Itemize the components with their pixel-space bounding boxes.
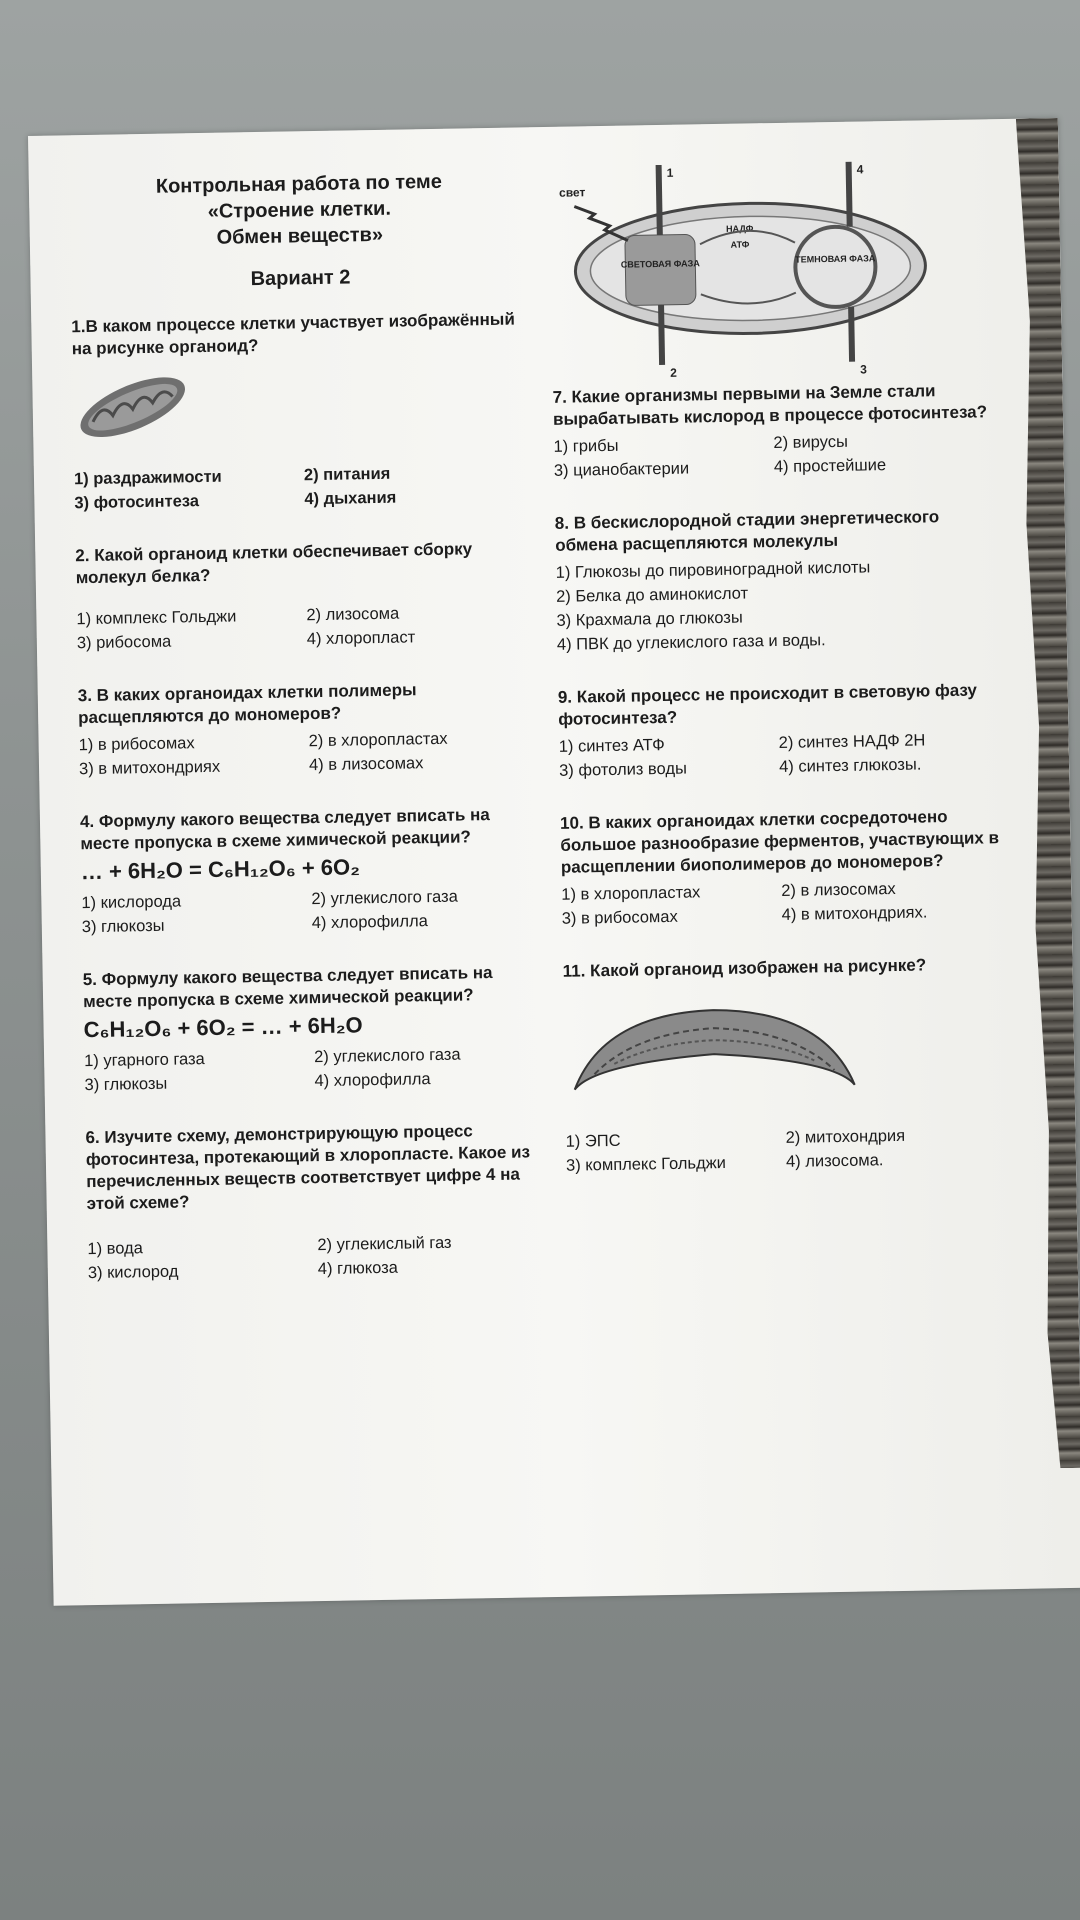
test-sheet bbox=[28, 118, 1080, 1606]
question-text: 9. Какой процесс не происходит в световую фазу фотосинтеза? bbox=[557, 680, 978, 729]
number-4: 4 bbox=[856, 162, 864, 177]
option-2: 2) углекислого газа bbox=[313, 1045, 461, 1067]
question-7 bbox=[552, 379, 994, 483]
left-column bbox=[69, 167, 549, 1315]
arrow-4 bbox=[849, 162, 850, 227]
number-1: 1 bbox=[666, 165, 674, 180]
question-text: 7. Какие организмы первыми на Земле стали вырабатывать кислород в процессе фотосинтеза? bbox=[552, 381, 988, 429]
option-2: 2) углекислый газ bbox=[317, 1233, 452, 1255]
option-3: 3) фотолиз воды bbox=[559, 759, 688, 780]
question-9 bbox=[558, 679, 1000, 783]
light-label: свет bbox=[558, 185, 586, 200]
option-1: 1) в хлоропластах bbox=[561, 883, 701, 904]
light-phase-label: СВЕТОВАЯ ФАЗА bbox=[620, 258, 700, 270]
option-1: 1) в рибосомах bbox=[78, 734, 195, 755]
question-8 bbox=[555, 505, 997, 657]
question-text: 10. В каких органоидах клетки сосредоточено большое разнообразие ферментов, участвующих в расщеплении биополимеров до мономеров? bbox=[559, 807, 1000, 877]
option-1: 1) кислорода bbox=[81, 892, 182, 913]
question-text: 1.В каком процессе клетки участвует изображённый на рисунке органоид? bbox=[71, 309, 515, 359]
er-image bbox=[563, 987, 1005, 1110]
option-1: 1) раздражимости bbox=[73, 467, 222, 489]
chloroplast-diagram bbox=[549, 159, 993, 387]
option-4: 4) хлоропласт bbox=[306, 628, 416, 649]
option-2: 2) вирусы bbox=[773, 432, 849, 453]
option-3: 3) цианобактерии bbox=[553, 459, 690, 480]
option-2: 2) Белка до аминокислот bbox=[555, 584, 749, 606]
option-3: 3) в рибосомах bbox=[561, 907, 678, 928]
question-text: 8. В бескислородной стадии энергетического обмена расщепляются молекулы bbox=[554, 507, 940, 555]
option-3: 3) глюкозы bbox=[81, 916, 165, 937]
mitochondrion-image bbox=[72, 364, 533, 447]
option-1: 1) синтез АТФ bbox=[558, 735, 665, 756]
question-2 bbox=[75, 537, 537, 655]
arrow-1 bbox=[659, 165, 660, 235]
right-column bbox=[549, 159, 1007, 1208]
option-1: 1) вода bbox=[87, 1239, 144, 1259]
option-4: 4) дыхания bbox=[304, 488, 397, 509]
option-1: 1) ЭПС bbox=[565, 1131, 621, 1151]
question-text: 5. Формулу какого вещества следует вписать на месте пропуска в схеме химической реакции? bbox=[82, 963, 493, 1012]
atf-label: АТФ bbox=[730, 239, 750, 250]
option-2: 2) митохондрия bbox=[785, 1126, 906, 1147]
question-4 bbox=[80, 803, 542, 939]
question-3 bbox=[78, 677, 540, 781]
question-text: 6. Изучите схему, демонстрирующую процесс фотосинтеза, протекающий в хлоропласте. Какое из перечисленных веществ соответствует цифре 4 на этой схеме? bbox=[85, 1121, 531, 1214]
arrow-3 bbox=[851, 307, 852, 362]
option-4: 4) хлорофилла bbox=[314, 1070, 431, 1091]
option-3: 3) глюкозы bbox=[84, 1074, 168, 1095]
option-2: 2) в лизосомах bbox=[781, 879, 896, 900]
question-1 bbox=[71, 308, 534, 515]
option-4: 4) в митохондриях. bbox=[781, 903, 928, 924]
option-1: 1) Глюкозы до пировиноградной кислоты bbox=[555, 558, 871, 582]
option-2: 2) лизосома bbox=[306, 604, 400, 625]
question-text: 2. Какой органоид клетки обеспечивает сборку молекул белка? bbox=[75, 539, 473, 588]
question-10 bbox=[560, 805, 1002, 931]
number-2: 2 bbox=[670, 365, 678, 380]
option-4: 4) в лизосомах bbox=[308, 754, 424, 775]
option-1: 1) угарного газа bbox=[83, 1050, 205, 1071]
nadf-label: НАДФ bbox=[725, 223, 754, 234]
option-3: 3) фотосинтеза bbox=[74, 492, 200, 513]
title-line-1: Контрольная работа по теме bbox=[155, 170, 443, 198]
option-4: 4) хлорофилла bbox=[311, 912, 428, 933]
option-1: 1) комплекс Гольджи bbox=[76, 607, 237, 629]
option-3: 3) Крахмала до глюкозы bbox=[556, 608, 743, 630]
question-text: 3. В каких органоидах клетки полимеры расщепляются до мономеров? bbox=[77, 680, 417, 728]
option-4: 4) простейшие bbox=[773, 456, 887, 477]
option-2: 2) синтез НАДФ 2Н bbox=[778, 731, 926, 752]
number-3: 3 bbox=[860, 362, 868, 377]
title-line-2: «Строение клетки. bbox=[207, 197, 392, 223]
title-line-3: Обмен веществ» bbox=[216, 223, 384, 249]
option-4: 4) лизосома. bbox=[785, 1151, 884, 1171]
question-text: 4. Формулу какого вещества следует вписать на месте пропуска в схеме химической реакции? bbox=[79, 805, 490, 854]
arrow-2 bbox=[661, 305, 662, 365]
question-text: 11. Какой органоид изображен на рисунке? bbox=[562, 955, 927, 981]
question-5 bbox=[83, 961, 545, 1097]
option-3: 3) рибосома bbox=[76, 632, 172, 653]
variant-label: Вариант 2 bbox=[250, 266, 351, 291]
question-11 bbox=[562, 953, 1006, 1178]
option-2: 2) в хлоропластах bbox=[308, 729, 448, 751]
reaction-formula: … + 6H₂O = C₆H₁₂O₆ + 6O₂ bbox=[80, 854, 361, 885]
option-2: 2) питания bbox=[303, 464, 391, 485]
question-6 bbox=[85, 1119, 548, 1285]
option-3: 3) в митохондриях bbox=[78, 757, 221, 779]
reaction-formula: C₆H₁₂O₆ + 6O₂ = … + 6H₂O bbox=[83, 1012, 363, 1043]
option-3: 3) комплекс Гольджи bbox=[565, 1153, 727, 1175]
dark-phase-label: ТЕМНОВАЯ ФАЗА bbox=[795, 253, 876, 265]
option-4: 4) ПВК до углекислого газа и воды. bbox=[556, 631, 826, 654]
option-4: 4) синтез глюкозы. bbox=[778, 755, 922, 776]
option-1: 1) грибы bbox=[553, 436, 619, 456]
option-3: 3) кислород bbox=[87, 1262, 179, 1283]
option-2: 2) углекислого газа bbox=[311, 887, 458, 909]
option-4: 4) глюкоза bbox=[317, 1258, 399, 1279]
